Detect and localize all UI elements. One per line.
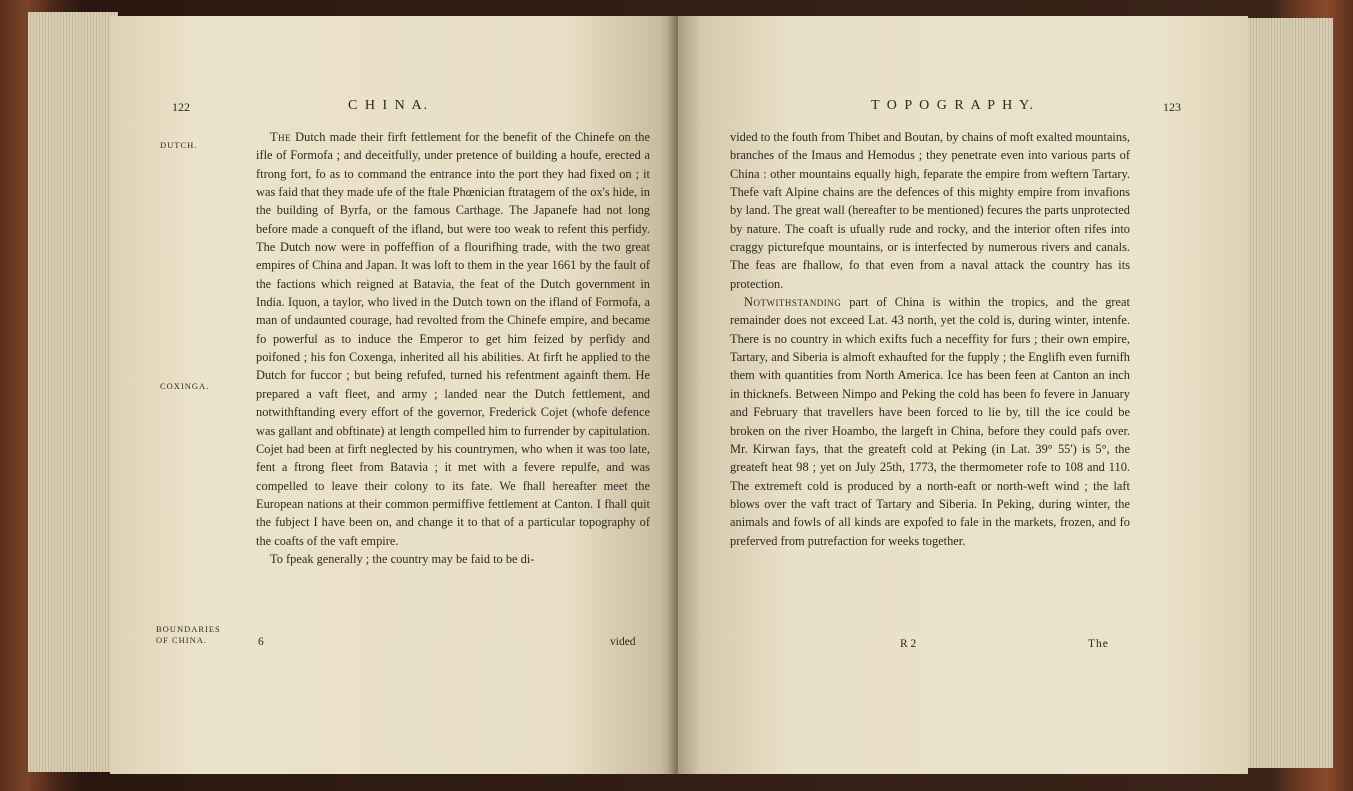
right-page-number: 123 xyxy=(1163,100,1181,114)
left-page-header: C H I N A. xyxy=(348,98,430,113)
paragraph-text: part of China is within the tropics, and the great remainder does not exceed Lat. 43 north, yet the cold is, during winter, intenfe. There is no country in which exifts fuch a neceffity for furs ; their own empire, Tartary, and Siberia is almoft exhaufted for the fupply ; the Englifh even furnifh them with quantities from North America. Ice has been feen at Canton an inch in thicknefs. Between Nimpo and Peking the cold has been fo fevere in January and February that travellers have been forced to lie by, till the ice could be broken on the river Hoambo, the largeft in China, before they could pafs over. Mr. Kirwan fays, that the greateft cold at Peking (in Lat. 39° 55') is 5°, the greateft heat 98 ; yet on July 25th, 1773, the thermometer rofe to 108 and 110. The extremeft cold is produced by a north-eaft or north-weft wind ; the laft blows over the vaft tract of Tartary and Siberia. In Peking, during winter, the animals and fowls of all kinds are expofed to fale in the markets, frozen, and fo preferved from putrefaction for weeks together. xyxy=(730,295,1130,548)
left-catchword: vided xyxy=(610,636,636,648)
paragraph-dropcap: The xyxy=(270,130,292,144)
paragraph xyxy=(730,293,1130,550)
left-page-number: 122 xyxy=(172,100,190,114)
paragraph-dropcap: Notwithstanding xyxy=(744,295,842,310)
left-page xyxy=(110,16,678,774)
right-page xyxy=(678,16,1248,774)
right-catchword: The xyxy=(1088,638,1109,650)
margin-note-boundaries: BOUNDARIES OF CHINA. xyxy=(156,624,221,645)
paragraph xyxy=(256,128,650,550)
paragraph xyxy=(730,128,1130,293)
paragraph-text: Dutch made their firft fettlement for the benefit of the Chinefe on the ifle of Formofa ; and deceitfully, under pretence of building a houfe, erected a ftrong fort, fo as to command the entrance into the port they had fixed on ; it was faid that they made ufe of the ftale Phœnician ftratagem of the ox's hide, in the building of Byrfa, or the famous Carthage. The Japanefe had not long before made a conqueft of the ifland, but were too weak to refent this perfidy. The Dutch now were in poffeffion of a flourifhing trade, with the two great empires of China and Japan. It was loft to them in the year 1661 by the fault of the factions which reigned at Batavia, the feat of the Dutch government in India. Iquon, a taylor, who lived in the Dutch town on the ifland of Formofa, a man of undaunted courage, had revolted from the Chinefe empire, and became fo powerful as to induce the Emperor to get him feized by perfidy and poifoned ; his fon Coxenga, inherited all his abilities. At firft he applied to the Dutch for fuccor ; but being refufed, turned his refentment againft them. He prepared a vaft fleet, and army ; landed near the Dutch fettlement, and notwithftanding every effort of the governor, Frederick Cojet (whofe defence was gallant and obftinate) at length compelled him to furrender by capitulation. Cojet had been at firft neglected by his countrymen, who when it was too late, fent a ftrong fleet from Batavia ; it met with a fevere repulfe, and was compelled to leave their colony to its fate. We fhall hereafter meet the European nations at their common permiffive fettlement at Canton. I fhall quit the fubject I have been on, and change it to that of a particular topography of the coafts of the vaft empire. xyxy=(256,130,650,548)
margin-note-coxinga: COXINGA. xyxy=(160,381,210,391)
paragraph-text: vided to the fouth from Thibet and Boutan, by chains of moft exalted mountains, branches of the Imaus and Hemodus ; they penetrate even into various parts of China : other mountains equally high, feparate the empire from weftern Tartary. Thefe vaft Alpine chains are the defences of this mighty empire from invafions by land. The great wall (hereafter to be mentioned) fecures the parts unprotected by nature. The coaft is ufually rude and rocky, and the interior often rifes into craggy picturefque mountains, or is interfected by numerous rivers and canals. The feas are fhallow, fo that even from a naval attack the country has its protection. xyxy=(730,130,1130,291)
right-body-text xyxy=(730,128,1130,550)
margin-note-dutch: DUTCH. xyxy=(160,140,198,150)
left-body-text xyxy=(256,128,650,568)
left-signature: 6 xyxy=(258,636,264,648)
paragraph-text: To fpeak generally ; the country may be faid to be di- xyxy=(270,551,535,566)
right-signature: R 2 xyxy=(900,638,917,650)
right-page-header: T O P O G R A P H Y. xyxy=(871,98,1035,113)
page-edges-left xyxy=(28,12,118,772)
paragraph xyxy=(256,550,650,568)
page-edges-right xyxy=(1238,18,1333,768)
